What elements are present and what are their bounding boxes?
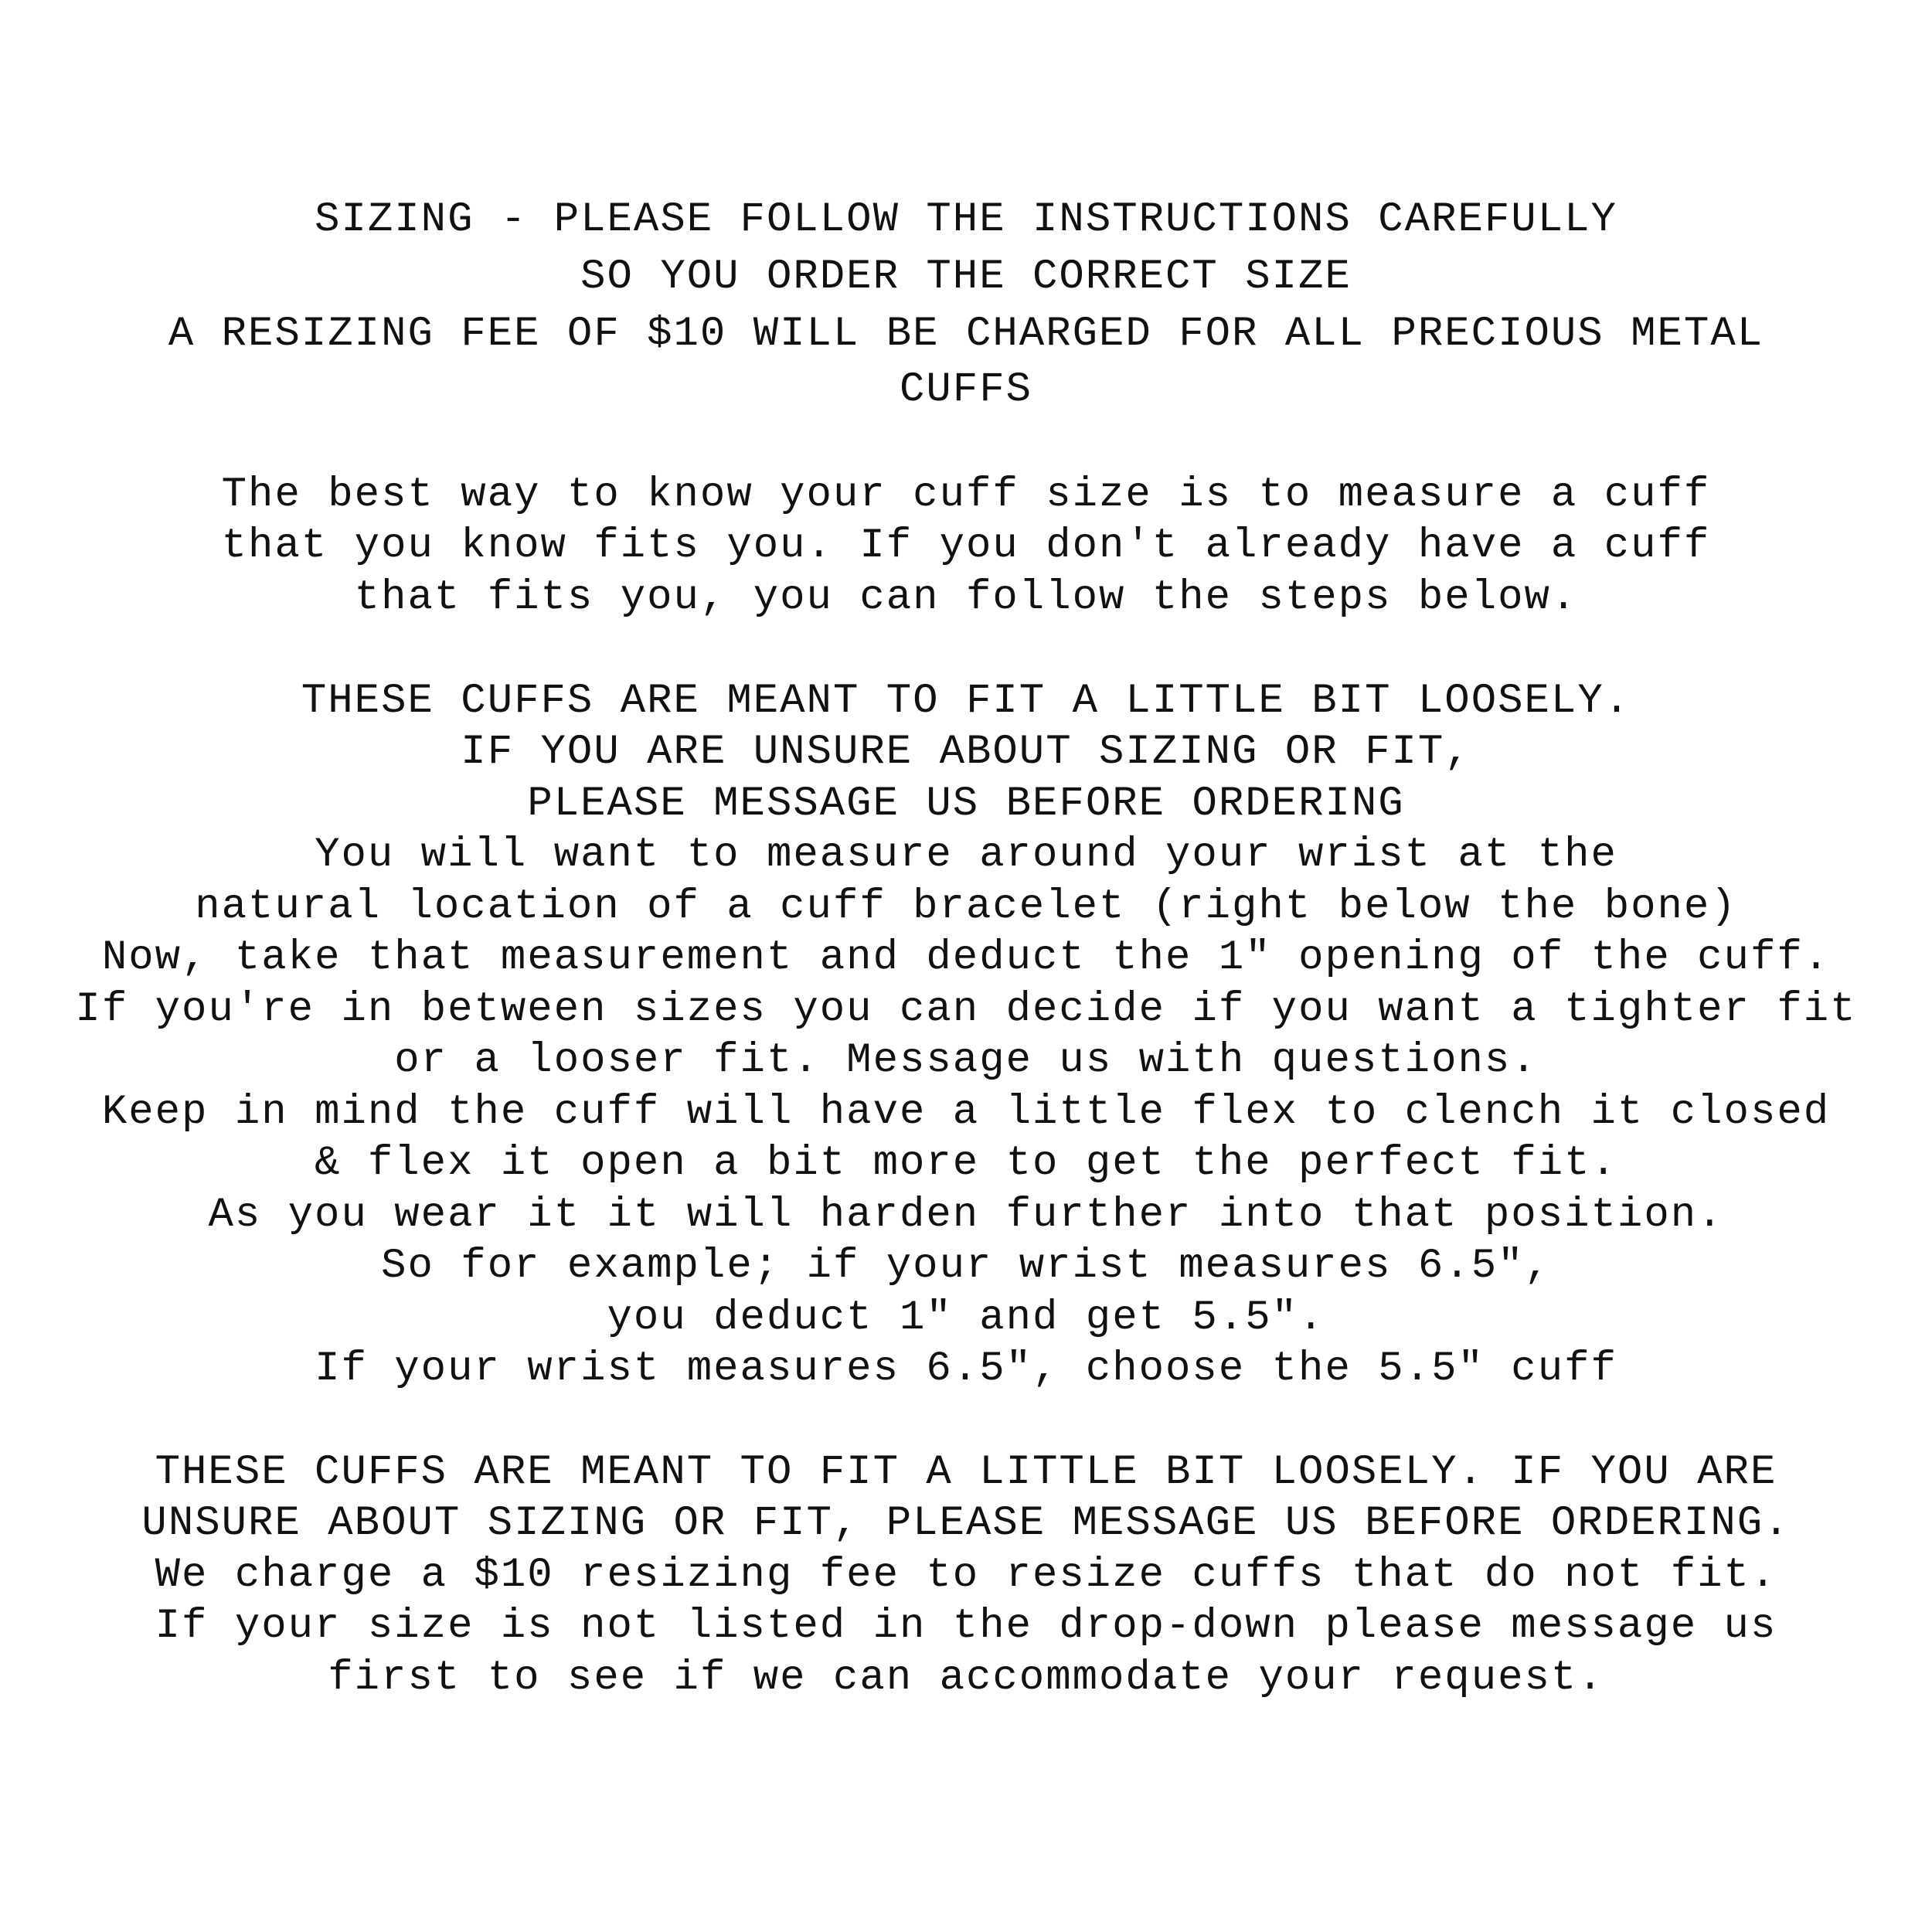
instructions-line-10: & flex it open a bit more to get the perfect fit. (315, 1140, 1617, 1187)
intro-line-2: that you know fits you. If you don't already have a cuff (221, 522, 1711, 570)
instructions-line-1: THESE CUFFS ARE MEANT TO FIT A LITTLE BIT LOOSELY. (301, 678, 1631, 725)
instructions-line-3: PLEASE MESSAGE US BEFORE ORDERING (527, 781, 1405, 828)
instructions-line-5: natural location of a cuff bracelet (right below the bone) (195, 883, 1737, 930)
instructions-line-9: Keep in mind the cuff will have a little flex to clench it closed (101, 1089, 1831, 1136)
heading-line-2: SO YOU ORDER THE CORRECT SIZE (580, 253, 1352, 301)
intro-line-3: that fits you, you can follow the steps below. (354, 574, 1578, 621)
closing-line-1: THESE CUFFS ARE MEANT TO FIT A LITTLE BIT LOOSELY. IF YOU ARE (155, 1449, 1777, 1496)
instructions-line-14: If your wrist measures 6.5", choose the 5.5" cuff (315, 1345, 1617, 1393)
closing-line-3: We charge a $10 resizing fee to resize cuffs that do not fit. (155, 1552, 1777, 1599)
heading-line-3: A RESIZING FEE OF $10 WILL BE CHARGED FOR ALL PRECIOUS METAL (168, 311, 1764, 358)
instructions-line-4: You will want to measure around your wrist at the (315, 832, 1617, 879)
intro-line-1: The best way to know your cuff size is to measure a cuff (221, 471, 1711, 519)
instructions-line-12: So for example; if your wrist measures 6.5", (381, 1243, 1551, 1290)
heading-line-4: CUFFS (899, 366, 1033, 413)
closing-line-4: If your size is not listed in the drop-down please message us (155, 1603, 1777, 1650)
heading-line-1: SIZING - PLEASE FOLLOW THE INSTRUCTIONS CAREFULLY (315, 196, 1617, 243)
instructions-line-11: As you wear it it will harden further into that position. (208, 1192, 1724, 1239)
instructions-line-13: you deduct 1" and get 5.5". (607, 1294, 1325, 1342)
instructions-line-2: IF YOU ARE UNSURE ABOUT SIZING OR FIT, (461, 729, 1471, 776)
instructions-line-8: or a looser fit. Message us with questions. (394, 1037, 1538, 1084)
instructions-line-7: If you're in between sizes you can decide if you want a tighter fit (75, 986, 1857, 1033)
closing-line-2: UNSURE ABOUT SIZING OR FIT, PLEASE MESSAGE US BEFORE ORDERING. (141, 1500, 1791, 1547)
instructions-line-6: Now, take that measurement and deduct the 1" opening of the cuff. (101, 934, 1831, 981)
closing-line-5: first to see if we can accommodate your request. (328, 1655, 1604, 1702)
